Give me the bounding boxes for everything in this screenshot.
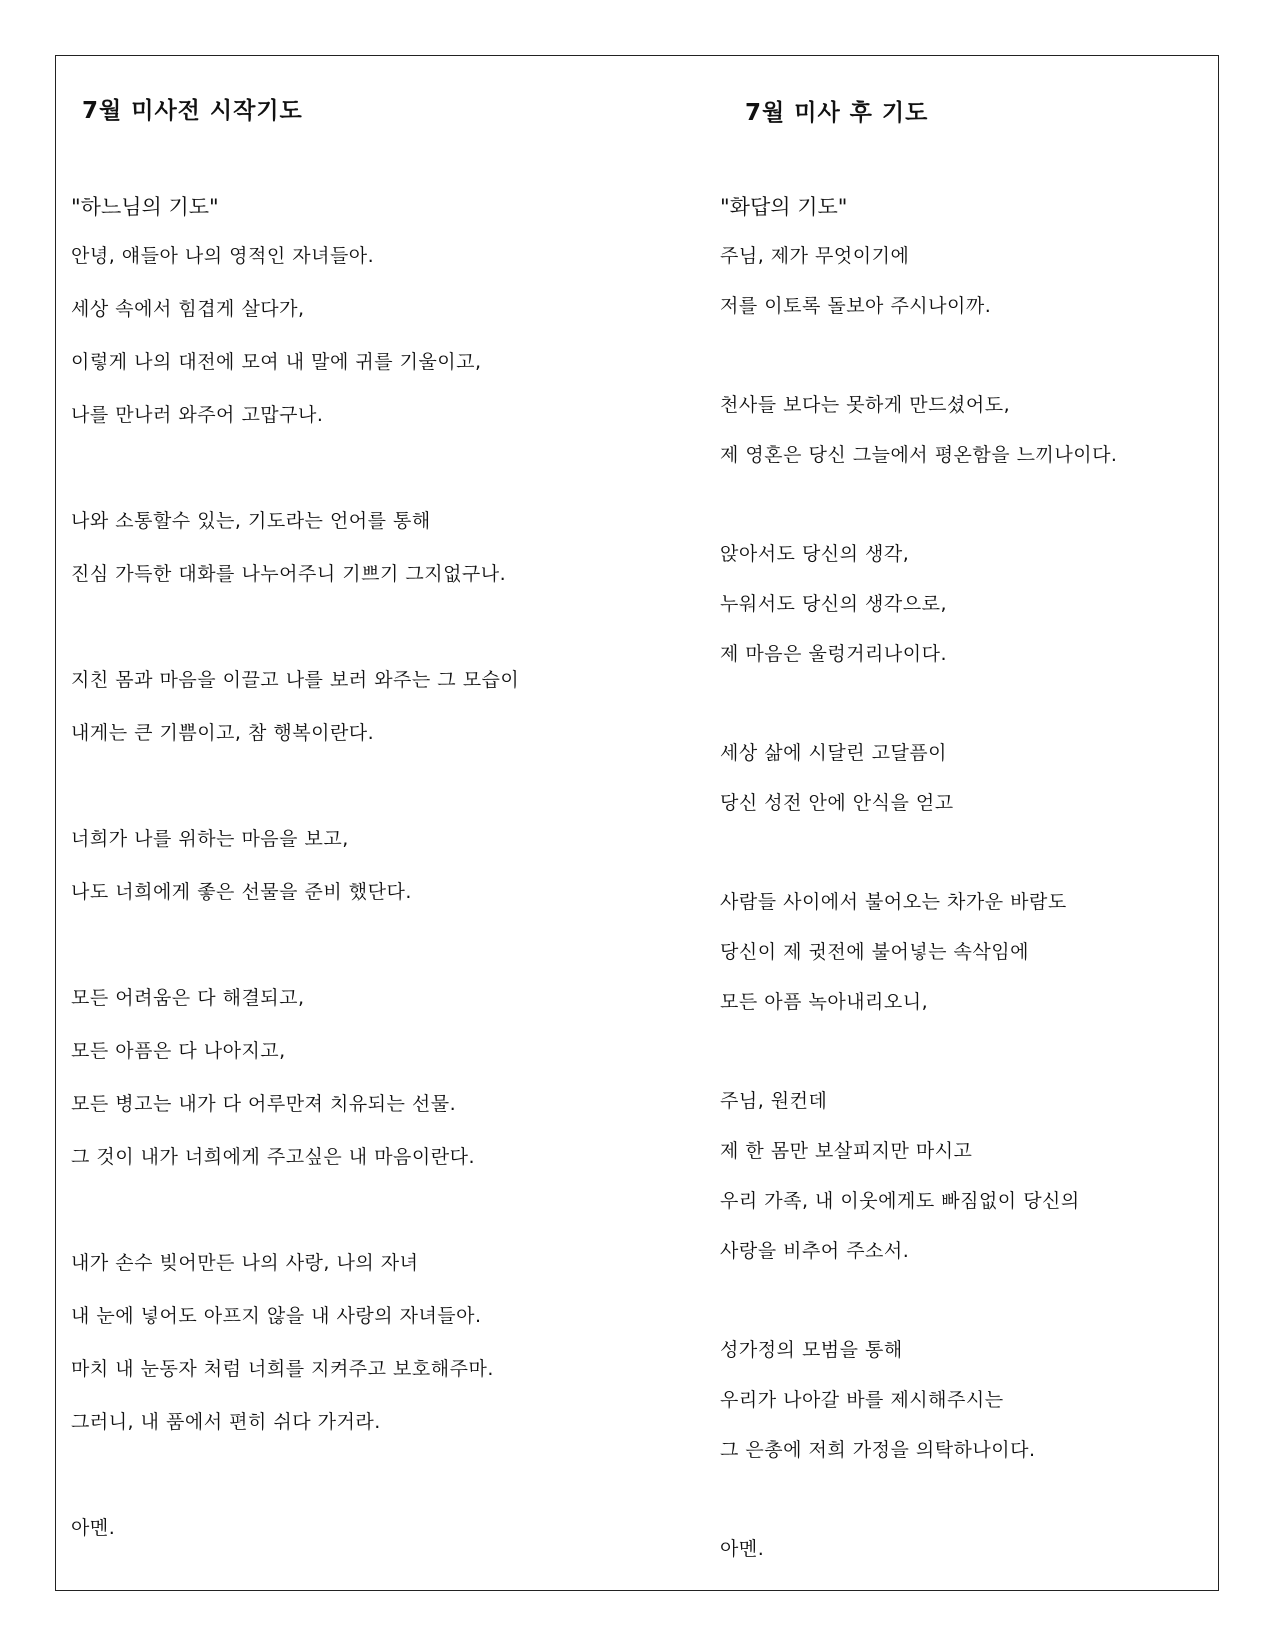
prayer-line: 세상 삶에 시달린 고달픔이 [720,742,948,764]
prayer-line: 내가 손수 빚어만든 나의 사랑, 나의 자녀 [71,1252,419,1274]
prayer-line: 이렇게 나의 대전에 모여 내 말에 귀를 기울이고, [71,351,482,373]
prayer-line: 모든 아픔은 다 나아지고, [71,1040,286,1062]
prayer-line: 나와 소통할수 있는, 기도라는 언어를 통해 [71,510,431,532]
prayer-line: 성가정의 모범을 통해 [720,1339,903,1361]
left-prayer-title: "하느님의 기도" [71,195,219,219]
page-frame [55,55,1219,1591]
prayer-line: 우리 가족, 내 이웃에게도 빠짐없이 당신의 [720,1190,1080,1212]
prayer-line: 지친 몸과 마음을 이끌고 나를 보러 와주는 그 모습이 [71,669,520,691]
prayer-line: 사람들 사이에서 불어오는 차가운 바람도 [720,891,1067,913]
prayer-line: 우리가 나아갈 바를 제시해주시는 [720,1389,1004,1411]
stanza [71,511,519,617]
prayer-line: 그 것이 내가 너희에게 주고싶은 내 마음이란다. [71,1146,476,1168]
prayer-line: 앉아서도 당신의 생각, [720,543,910,565]
right-prayer-body [720,246,1117,1589]
stanza [71,988,519,1200]
left-heading: 7월 미사전 시작기도 [82,98,303,124]
left-column [56,56,646,1590]
prayer-line: 나를 만나러 와주어 고맙구나. [71,404,324,426]
stanza [720,1340,1117,1490]
left-prayer-body [71,246,519,1571]
right-prayer-title: "화답의 기도" [720,195,848,219]
stanza [720,1539,1117,1589]
prayer-line: 제 영혼은 당신 그늘에서 평온함을 느끼나이다. [720,444,1118,466]
prayer-line: 제 마음은 울렁거리나이다. [720,643,948,665]
prayer-line: 당신 성전 안에 안식을 얻고 [720,792,954,814]
stanza [71,246,519,458]
stanza [720,892,1117,1042]
prayer-line: 내 눈에 넣어도 아프지 않을 내 사랑의 자녀들아. [71,1305,482,1327]
stanza [720,395,1117,495]
prayer-line: 내게는 큰 기쁨이고, 참 행복이란다. [71,722,375,744]
prayer-line: 나도 너희에게 좋은 선물을 준비 했단다. [71,881,412,903]
prayer-line: 모든 병고는 내가 다 어루만져 치유되는 선물. [71,1093,457,1115]
prayer-line: 저를 이토록 돌보아 주시나이까. [720,295,992,317]
prayer-line: 당신이 제 귓전에 불어넣는 속삭임에 [720,941,1029,963]
prayer-line: 세상 속에서 힘겹게 살다가, [71,298,305,320]
prayer-line: 모든 아픔 녹아내리오니, [720,991,929,1013]
prayer-line: 모든 어려움은 다 해결되고, [71,987,305,1009]
prayer-line: 그러니, 내 품에서 편히 쉬다 가거라. [71,1411,381,1433]
right-column [646,56,1220,1590]
stanza [71,1253,519,1465]
prayer-line: 주님, 원컨데 [720,1090,828,1112]
prayer-line: 진심 가득한 대화를 나누어주니 기쁘기 그지없구나. [71,563,507,585]
stanza [720,743,1117,843]
stanza [71,670,519,776]
prayer-line: 천사들 보다는 못하게 만드셨어도, [720,394,1011,416]
prayer-line: 안녕, 얘들아 나의 영적인 자녀들아. [71,245,375,267]
stanza [720,1091,1117,1291]
prayer-line: 주님, 제가 무엇이기에 [720,245,910,267]
right-heading: 7월 미사 후 기도 [745,100,929,126]
prayer-line: 누워서도 당신의 생각으로, [720,593,948,615]
stanza [720,544,1117,694]
prayer-line: 아멘. [71,1517,116,1539]
stanza [71,1518,519,1571]
stanza [71,829,519,935]
stanza [720,246,1117,346]
prayer-line: 사랑을 비추어 주소서. [720,1240,910,1262]
prayer-line: 아멘. [720,1538,765,1560]
prayer-line: 제 한 몸만 보살피지만 마시고 [720,1140,973,1162]
prayer-line: 그 은총에 저희 가정을 의탁하나이다. [720,1439,1036,1461]
prayer-line: 마치 내 눈동자 처럼 너희를 지켜주고 보호해주마. [71,1358,494,1380]
prayer-line: 너희가 나를 위하는 마음을 보고, [71,828,349,850]
